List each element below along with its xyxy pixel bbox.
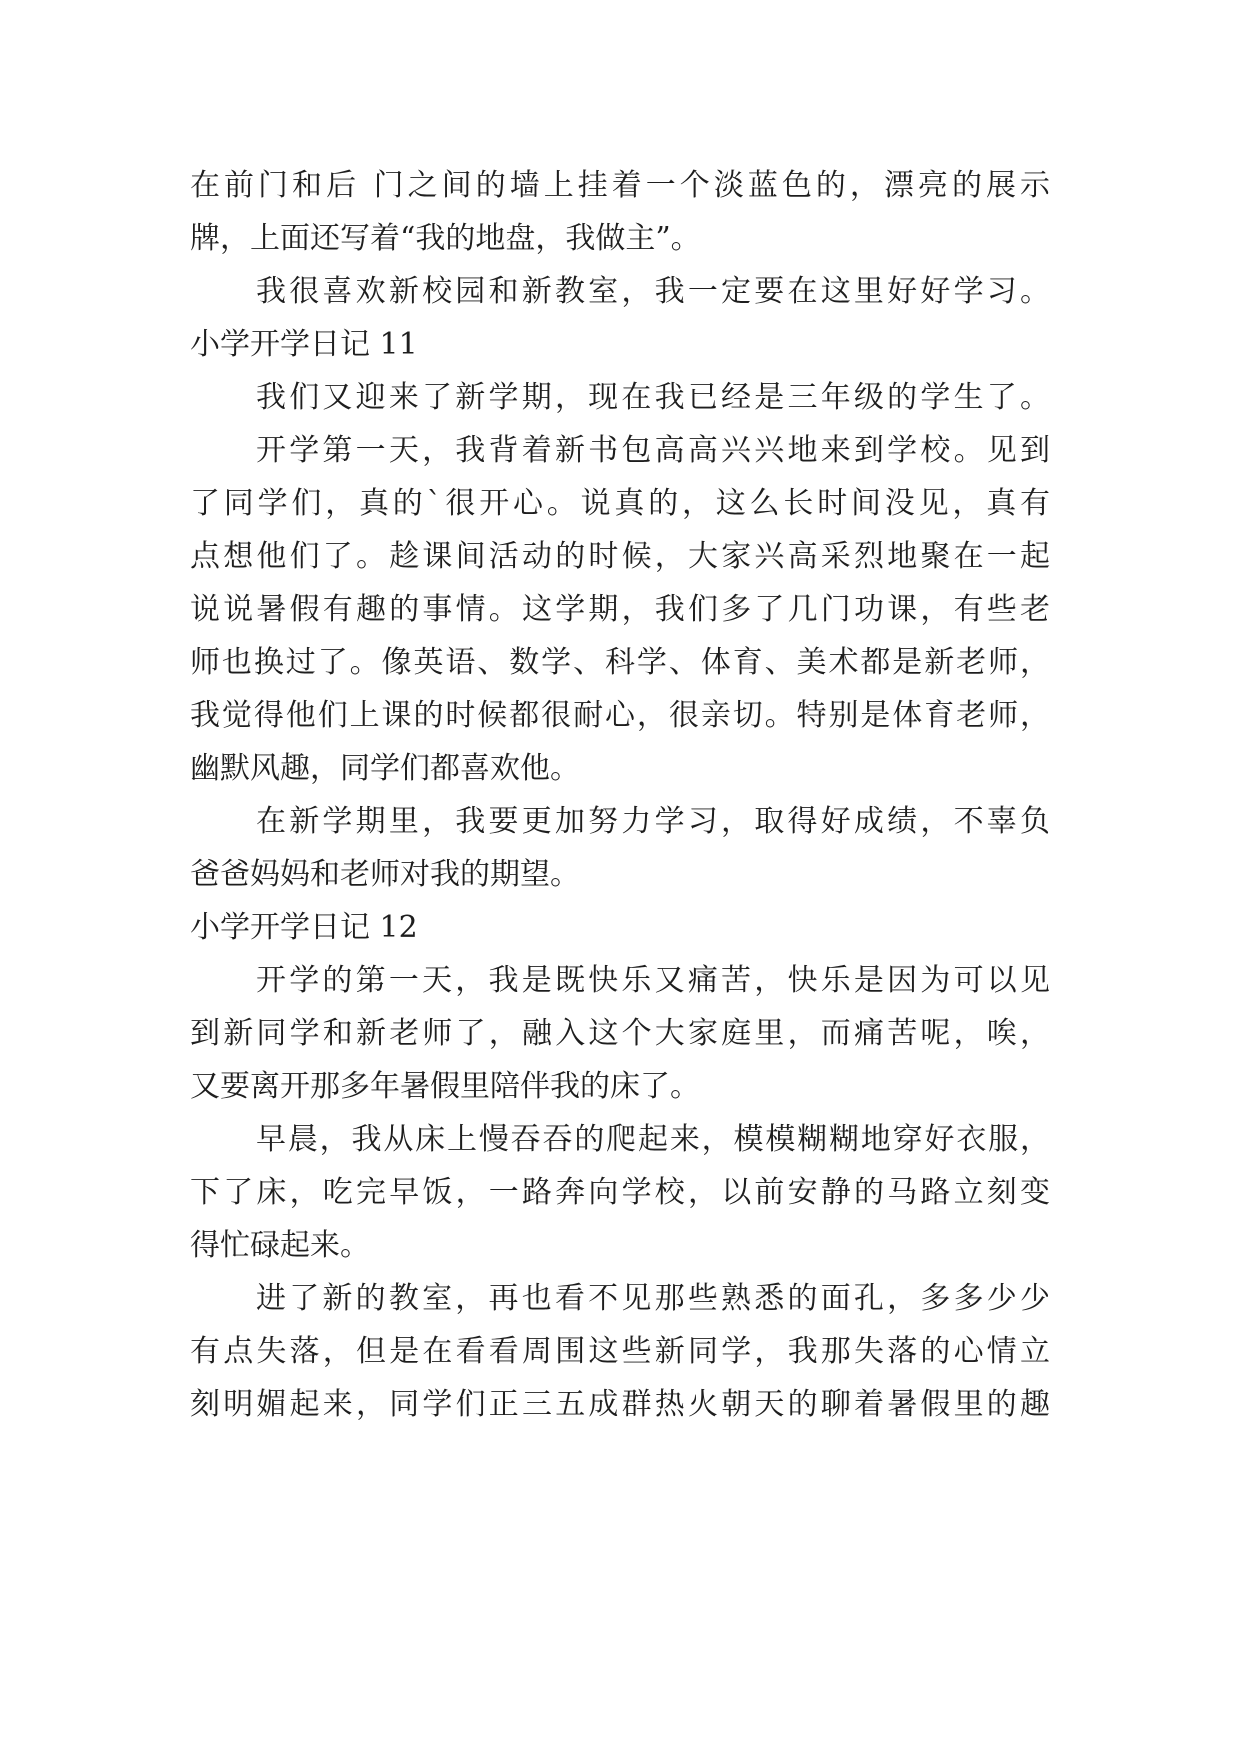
text-line: 师也换过了。像英语、数学、科学、体育、美术都是新老师， bbox=[190, 645, 1050, 680]
text-line: 牌，上面还写着“我的地盘，我做主”。 bbox=[190, 221, 701, 256]
text-line: 到新同学和新老师了，融入这个大家庭里，而痛苦呢，唉， bbox=[190, 1016, 1050, 1051]
text-line: 进了新的教室，再也看不见那些熟悉的面孔，多多少少 bbox=[256, 1281, 1050, 1316]
text-line: 爸爸妈妈和老师对我的期望。 bbox=[190, 857, 580, 892]
text-line: 我觉得他们上课的时候都很耐心，很亲切。特别是体育老师， bbox=[190, 698, 1050, 733]
text-line: 我很喜欢新校园和新教室，我一定要在这里好好学习。 bbox=[256, 274, 1050, 309]
text-line: 刻明媚起来，同学们正三五成群热火朝天的聊着暑假里的趣 bbox=[190, 1387, 1050, 1422]
text-line: 早晨，我从床上慢吞吞的爬起来，模模糊糊地穿好衣服， bbox=[256, 1122, 1050, 1157]
text-line: 有点失落，但是在看看周围这些新同学，我那失落的心情立 bbox=[190, 1334, 1050, 1369]
text-line: 得忙碌起来。 bbox=[190, 1228, 370, 1263]
text-line: 点想他们了。趁课间活动的时候，大家兴高采烈地聚在一起 bbox=[190, 539, 1050, 574]
text-line: 又要离开那多年暑假里陪伴我的床了。 bbox=[190, 1069, 700, 1104]
text-line: 幽默风趣，同学们都喜欢他。 bbox=[190, 751, 580, 786]
text-line: 在新学期里，我要更加努力学习，取得好成绩，不辜负 bbox=[256, 804, 1050, 839]
text-line: 在前门和后 门之间的墙上挂着一个淡蓝色的，漂亮的展示 bbox=[190, 168, 1050, 203]
text-line: 开学的第一天，我是既快乐又痛苦，快乐是因为可以见 bbox=[256, 963, 1050, 998]
text-line: 了同学们，真的`很开心。说真的，这么长时间没见，真有 bbox=[190, 486, 1050, 521]
text-line: 下了床，吃完早饭，一路奔向学校，以前安静的马路立刻变 bbox=[190, 1175, 1050, 1210]
section-heading: 小学开学日记 12 bbox=[190, 910, 418, 945]
text-line: 我们又迎来了新学期，现在我已经是三年级的学生了。 bbox=[256, 380, 1050, 415]
section-heading: 小学开学日记 11 bbox=[190, 327, 418, 362]
text-line: 说说暑假有趣的事情。这学期，我们多了几门功课，有些老 bbox=[190, 592, 1050, 627]
text-line: 开学第一天，我背着新书包高高兴兴地来到学校。见到 bbox=[256, 433, 1050, 468]
